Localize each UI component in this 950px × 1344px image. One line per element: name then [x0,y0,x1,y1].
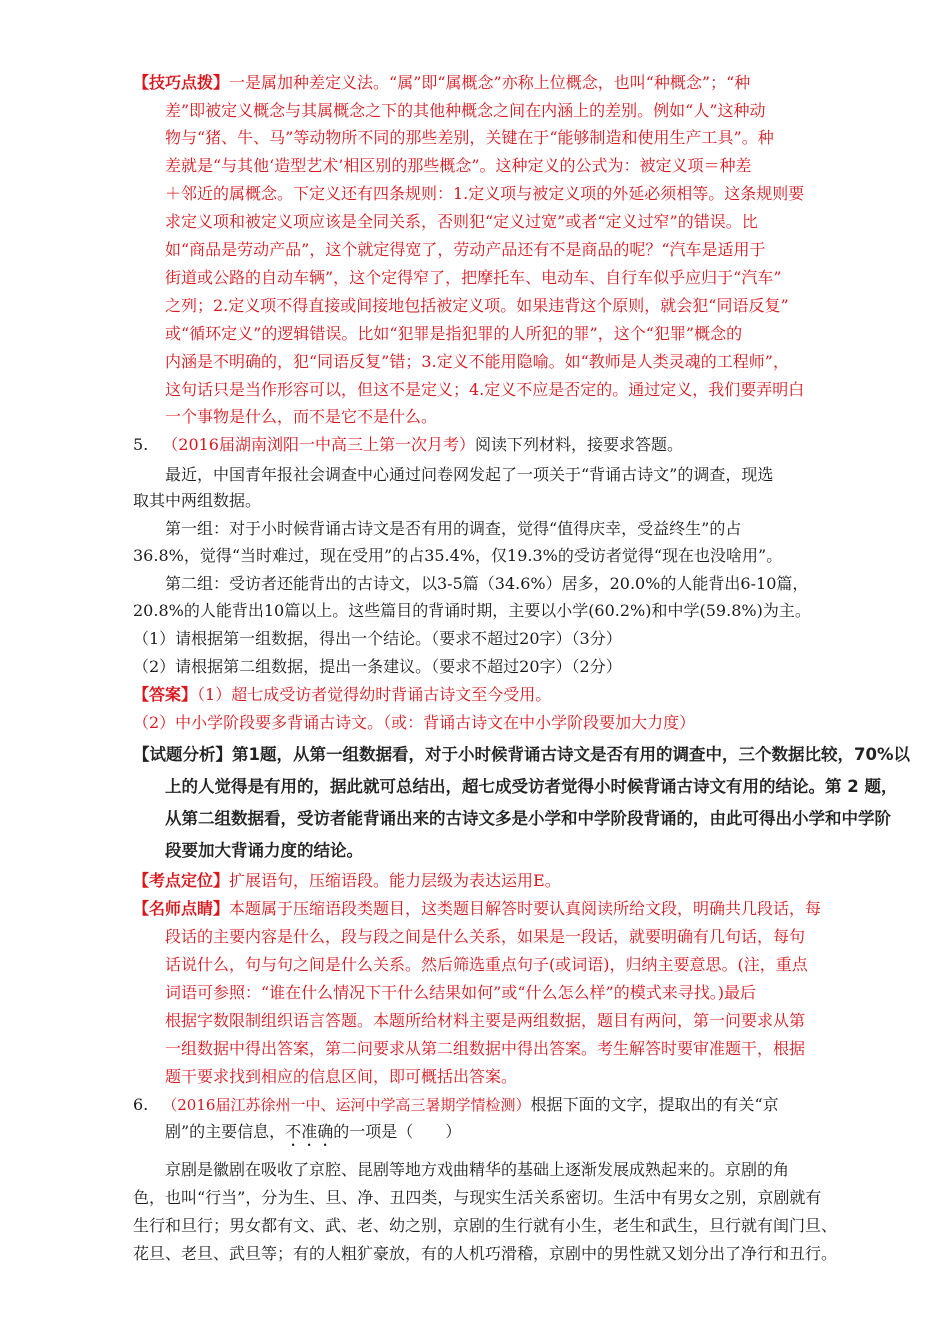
tips-line-12: 一个事物是什么，而不是它不是什么。 [165,407,438,426]
q6-passage-2: 生行和旦行；男女都有文、武、老、幼之别，京剧的生行就有小生，老生和武生，旦行就有闺门旦、 [133,1216,838,1235]
q5-material-1: 取其中两组数据。 [133,491,262,510]
tips-line-9: 或“循环定义”的逻辑错误。比如“犯罪是指犯罪的人所犯的罪”，这个“犯罪”概念的 [165,324,743,343]
teacher-line-1: 段话的主要内容是什么，段与段之间是什么关系，如果是一段话，就要明确有几句话，每句 [165,927,806,946]
analysis-line-2: 从第二组数据看，受访者能背诵出来的古诗文多是小学和中学阶段背诵的，由此可得出小学和中学阶 [165,809,891,828]
analysis-line-1: 上的人觉得是有用的，据此就可总结出，超七成受访者觉得小时候背诵古诗文有用的结论。第 2 题， [165,777,898,796]
q5-subquestion-1: （1）请根据第一组数据，得出一个结论。（要求不超过20字）（3分） [133,629,622,648]
q5-answer-line-2: （2）中小学阶段要多背诵古诗文。（或：背诵古诗文在中小学阶段要加大力度） [133,713,696,732]
q6-stem-1: 根据下面的文字，提取出的有关“京 [530,1095,779,1114]
q6-passage-1: 色，也叫“行当”，分为生、旦、净、丑四类，与现实生活关系密切。生活中有男女之别，京剧就有 [133,1188,822,1207]
analysis-line-3: 段要加大背诵力度的结论。 [165,841,363,860]
tips-line-0: 【技巧点拨】一是属加种差定义法。“属”即“属概念”亦称上位概念，也叫“种概念”；“种 [133,73,751,92]
q5-source: （2016届湖南浏阳一中高三上第一次月考） [162,435,475,454]
tips-line-10: 内涵是不明确的，犯“同语反复”错；3.定义不能用隐喻。如“教师是人类灵魂的工程师”， [165,352,789,371]
q6-number: 6. [133,1095,149,1114]
q5-material-5: 20.8%的人能背出10篇以上。这些篇目的背诵时期，主要以小学(60.2%)和中学(59.8%)为主。 [133,601,811,620]
q6-passage-3: 花旦、老旦、武旦等；有的人粗犷豪放，有的人机巧滑稽，京剧中的男性就又划分出了净行和丑行。 [133,1244,838,1263]
q5-subquestion-2: （2）请根据第二组数据，提出一条建议。（要求不超过20字）（2分） [133,657,622,676]
tips-line-5: 求定义项和被定义项应该是全同关系，否则犯“定义过宽”或者“定义过窄”的错误。比 [165,212,758,231]
analysis-line-0: 【试题分析】第1题，从第一组数据看，对于小时候背诵古诗文是否有用的调查中，三个数据比较，70%以 [133,745,910,764]
tips-line-11: 这句话只是当作形容可以，但这不是定义；4.定义不应是否定的。通过定义，我们要弄明白 [165,380,805,399]
tips-line-8: 之列；2.定义项不得直接或间接地包括被定义项。如果违背这个原则，就会犯“同语反复” [165,296,789,315]
q5-material-0: 最近，中国青年报社会调查中心通过问卷网发起了一项关于“背诵古诗文”的调查，现选 [165,465,774,484]
q5-instruction: 阅读下列材料，接要求答题。 [475,435,684,454]
q5-answer-line-1: 【答案】（1）超七成受访者觉得幼时背诵古诗文至今受用。 [133,685,552,704]
q6-heading [133,1094,779,1116]
tips-line-7: 街道或公路的自动车辆”，这个定得窄了，把摩托车、电动车、自行车似乎应归于“汽车” [165,268,782,287]
tips-line-6: 如“商品是劳动产品”，这个就定得宽了，劳动产品还有不是商品的呢？“汽车是适用于 [165,240,766,259]
q5-material-3: 36.8%，觉得“当时难过，现在受用”的占35.4%，仅19.3%的受访者觉得“现在也没啥用”。 [133,546,783,565]
q6-passage-0: 京剧是徽剧在吸收了京腔、昆剧等地方戏曲精华的基础上逐渐发展成熟起来的。京剧的角 [165,1160,790,1179]
teacher-line-6: 题干要求找到相应的信息区间，即可概括出答案。 [165,1067,518,1086]
kaodian-tag: 【考点定位】 [133,871,230,890]
kaodian-line [133,870,561,892]
analysis-tag: 【试题分析】 [133,745,232,764]
q6-source: （2016届江苏徐州一中、运河中学高三暑期学情检测） [162,1096,531,1114]
q5-heading [133,434,683,456]
emphasis-not-accurate: 不准确 [285,1122,334,1141]
tips-line-4: ＋邻近的属概念。下定义还有四条规则：1.定义项与被定义项的外延必须相等。这条规则要 [165,184,805,203]
teacher-line-3: 词语可参照：“谁在什么情况下干什么结果如何”或“什么怎么样”的模式来寻找。)最后 [165,983,756,1002]
teacher-tag: 【名师点睛】 [133,899,230,918]
kaodian-text: 扩展语句，压缩语段。能力层级为表达运用E。 [229,871,561,890]
tips-line-1: 差”即被定义概念与其属概念之下的其他种概念之间在内涵上的差别。例如“人”这种动 [165,101,766,120]
q5-material-2: 第一组：对于小时候背诵古诗文是否有用的调查，觉得“值得庆幸，受益终生”的占 [165,519,742,538]
tips-tag: 【技巧点拨】 [133,73,230,92]
tips-line-2: 物与“猪、牛、马”等动物所不同的那些差别，关键在于“能够制造和使用生产工具”。种 [165,128,774,147]
teacher-line-4: 根据字数限制组织语言答题。本题所给材料主要是两组数据，题目有两问，第一问要求从第 [165,1011,806,1030]
q5-number: 5. [133,435,149,454]
teacher-line-5: 一组数据中得出答案，第二问要求从第二组数据中得出答案。考生解答时要审准题干，根据 [165,1039,806,1058]
q6-stem-line-2: 剧”的主要信息，不准确的一项是（ ） [165,1122,462,1141]
answer-tag: 【答案】 [133,685,198,704]
teacher-line-2: 话说什么，句与句之间是什么关系。然后筛选重点句子(或词语)，归纳主要意思。(注，重点 [165,955,808,974]
teacher-line-0: 【名师点睛】本题属于压缩语段类题目，这类题目解答时要认真阅读所给文段，明确共几段话，每 [133,899,822,918]
tips-line-3: 差就是“与其他‘造型艺术’相区别的那些概念”。这种定义的公式为：被定义项＝种差 [165,156,752,175]
q5-material-4: 第二组：受访者还能背出的古诗文，以3-5篇（34.6%）居多，20.0%的人能背出6-10篇， [165,574,809,593]
